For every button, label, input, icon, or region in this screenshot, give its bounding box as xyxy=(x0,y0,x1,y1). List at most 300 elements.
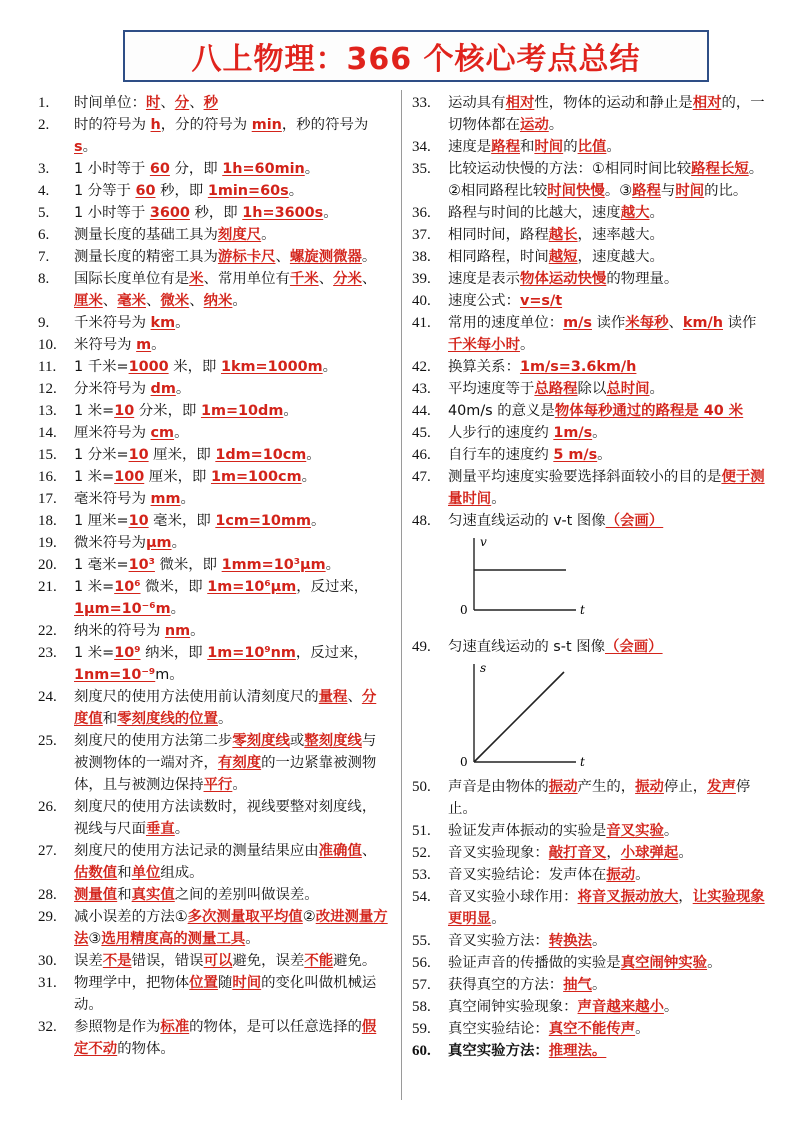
item-text: 。 xyxy=(591,933,607,949)
item-text: 厘米，即 xyxy=(144,469,211,485)
item-number: 50. xyxy=(412,779,431,795)
answer-text: 物体运动快慢 xyxy=(519,271,607,287)
answer-text: 转换法 xyxy=(548,933,592,949)
item-text: 1 米= xyxy=(74,469,115,485)
vt-graph-wrapper xyxy=(448,532,768,636)
answer-text: km xyxy=(150,315,176,331)
item-number: 20. xyxy=(38,557,57,573)
answer-text: 1m=10⁹nm xyxy=(207,645,296,661)
item-text: 1 分等于 xyxy=(74,183,136,199)
item-text: 错误，错误 xyxy=(131,953,204,969)
list-item xyxy=(38,422,390,444)
item-number: 55. xyxy=(412,933,431,949)
item-number: 60. xyxy=(412,1043,431,1059)
item-text: 与 xyxy=(660,183,676,199)
answer-text: 小球弹起 xyxy=(620,845,679,861)
item-text: 。 xyxy=(548,117,564,133)
item-text: 组成。 xyxy=(160,865,204,881)
list-item xyxy=(412,246,768,268)
item-text: 、常用单位有 xyxy=(203,271,290,287)
answer-text: 准确值 xyxy=(318,843,362,859)
item-number: 38. xyxy=(412,249,431,265)
answer-text: nm xyxy=(164,623,191,639)
item-text: 性，物体的运动和静止是 xyxy=(534,95,693,111)
item-text: 刻度尺的使用方法读数时，视线要整对刻度线，视线与尺面 xyxy=(74,799,377,837)
st-graph-wrapper xyxy=(448,658,768,776)
item-text: 。 xyxy=(519,337,535,353)
item-number: 6. xyxy=(38,227,50,243)
answer-text: 10⁹ xyxy=(114,645,141,661)
answer-text: 分米 xyxy=(333,271,362,287)
list-item xyxy=(412,636,768,776)
item-text: 速度公式： xyxy=(448,293,520,309)
item-number: 17. xyxy=(38,491,57,507)
item-number: 37. xyxy=(412,227,431,243)
item-number: 32. xyxy=(38,1019,57,1035)
answer-text: mm xyxy=(150,491,181,507)
item-number: 16. xyxy=(38,469,57,485)
item-text: 音叉实验小球作用： xyxy=(448,889,578,905)
item-text: 自行车的速度约 xyxy=(448,447,554,463)
item-text: 刻度尺的使用方法使用前认清刻度尺的 xyxy=(74,689,319,705)
item-number: 35. xyxy=(412,161,431,177)
answer-text: dm xyxy=(150,381,176,397)
item-text: 纳米，即 xyxy=(140,645,208,661)
answer-text: 千米每小时 xyxy=(448,337,520,353)
item-text: 、 xyxy=(160,95,175,111)
answer-text: 零刻度线 xyxy=(232,733,290,749)
list-item xyxy=(38,356,390,378)
answer-text: 将音叉振动放大 xyxy=(577,889,679,905)
item-text: 米符号为 xyxy=(74,337,137,353)
item-text: 物理学中，把物体 xyxy=(74,975,190,991)
answer-text: 抽气 xyxy=(563,977,592,993)
list-item xyxy=(412,842,768,864)
answer-text: μm xyxy=(145,535,172,551)
item-text: 和 xyxy=(117,887,132,903)
list-item xyxy=(38,312,390,334)
answer-text: 时间 xyxy=(232,975,262,991)
answer-text: 改进测量方法 xyxy=(74,909,388,947)
item-text: 、 xyxy=(102,293,118,309)
answer-text: 不是 xyxy=(102,953,132,969)
item-text: ，秒的符号为 xyxy=(281,117,369,133)
item-text: 微米，即 xyxy=(154,557,222,573)
item-text: 验证声音的传播做的实验是 xyxy=(448,955,621,971)
list-item xyxy=(38,224,390,246)
item-text: 停止， xyxy=(663,779,708,795)
distance-time-line xyxy=(474,672,564,762)
item-text: 。 xyxy=(649,205,664,221)
answer-text: 让实验现象更明显 xyxy=(448,889,765,927)
answer-text: 1nm=10⁻⁹ xyxy=(74,667,156,683)
answer-text: v=s/t xyxy=(519,293,563,309)
answer-text: 3600 xyxy=(149,205,190,221)
item-text: 匀速直线运动的 v-t 图像 xyxy=(448,513,606,529)
item-text: 微米符号为 xyxy=(74,535,146,551)
item-text: 秒，即 xyxy=(155,183,208,199)
list-item xyxy=(412,864,768,886)
item-number: 18. xyxy=(38,513,57,529)
answer-text: 1m=100cm xyxy=(210,469,302,485)
answer-text: 相对 xyxy=(692,95,722,111)
answer-text: 时间快慢 xyxy=(547,183,605,199)
answer-text: 1mm=10³μm xyxy=(221,557,326,573)
item-text: 、 xyxy=(275,249,290,265)
left-column xyxy=(38,92,390,1060)
list-item xyxy=(38,686,390,730)
item-number: 23. xyxy=(38,645,57,661)
item-text: 。 xyxy=(288,183,304,199)
item-text: 。 xyxy=(361,249,377,265)
item-text: 厘米符号为 xyxy=(74,425,151,441)
origin-label: 0 xyxy=(460,755,468,769)
answer-text: 1min=60s xyxy=(207,183,289,199)
list-item xyxy=(412,510,768,636)
item-text: 相同时间，路程 xyxy=(448,227,549,243)
item-text: 停止。 xyxy=(448,779,751,817)
item-number: 51. xyxy=(412,823,431,839)
answer-text: m/s xyxy=(563,315,592,331)
item-number: 39. xyxy=(412,271,431,287)
list-item xyxy=(38,554,390,576)
item-text: 速度是表示 xyxy=(448,271,520,287)
origin-label: 0 xyxy=(460,603,468,617)
item-text: ，反过来， xyxy=(295,645,368,661)
item-number: 9. xyxy=(38,315,50,331)
item-text: 随 xyxy=(217,975,233,991)
answer-text: 螺旋测微器 xyxy=(289,249,362,265)
st-graph xyxy=(456,658,606,776)
item-text: 1 千米= xyxy=(74,359,129,375)
item-text: ③ xyxy=(88,931,102,947)
item-text: 的物理量。 xyxy=(606,271,679,287)
item-text: 和 xyxy=(519,139,535,155)
item-text: 、 xyxy=(146,293,161,309)
answer-text: 厘米 xyxy=(74,293,103,309)
item-number: 41. xyxy=(412,315,431,331)
item-number: 1. xyxy=(38,95,50,111)
answer-text: 1h=3600s xyxy=(242,205,324,221)
item-text: 。 xyxy=(306,447,321,463)
item-text: 运动具有 xyxy=(448,95,506,111)
item-number: 12. xyxy=(38,381,57,397)
vt-graph xyxy=(456,532,606,636)
item-number: 58. xyxy=(412,999,431,1015)
item-text: 。 xyxy=(635,1021,650,1037)
list-item xyxy=(38,378,390,400)
answer-text: 越短 xyxy=(548,249,578,265)
item-number: 53. xyxy=(412,867,431,883)
list-item xyxy=(412,92,768,136)
item-text: 换算关系： xyxy=(448,359,520,375)
list-item xyxy=(412,356,768,378)
answer-text: 越长 xyxy=(548,227,578,243)
item-text: 。 xyxy=(323,205,338,221)
item-number: 33. xyxy=(412,95,431,111)
answer-text: 1cm=10mm xyxy=(215,513,311,529)
item-text: 。 xyxy=(491,491,506,507)
item-number: 13. xyxy=(38,403,57,419)
item-number: 42. xyxy=(412,359,431,375)
list-item xyxy=(412,158,768,202)
item-text: 。 xyxy=(170,601,185,617)
item-text: 。 xyxy=(232,777,247,793)
item-text: 千米符号为 xyxy=(74,315,151,331)
answer-text: cm xyxy=(150,425,175,441)
answer-text: 路程 xyxy=(491,139,520,155)
list-item xyxy=(38,532,390,554)
item-text: 、 xyxy=(668,315,683,331)
y-axis-label: v xyxy=(480,535,487,549)
answer-text: 路程长短 xyxy=(691,161,749,177)
list-item xyxy=(412,1040,768,1062)
item-number: 54. xyxy=(412,889,431,905)
item-text: 。 xyxy=(310,513,326,529)
item-number: 49. xyxy=(412,639,431,655)
answer-text: 1m/s xyxy=(553,425,593,441)
item-number: 22. xyxy=(38,623,57,639)
list-item xyxy=(38,488,390,510)
answer-text: 运动 xyxy=(519,117,549,133)
answer-text: 测量值 xyxy=(74,887,118,903)
item-text: 。 xyxy=(174,425,189,441)
answer-text: 1km=1000m xyxy=(220,359,323,375)
item-text: 。 xyxy=(678,845,693,861)
item-text: 。 xyxy=(591,977,607,993)
answer-text: 标准 xyxy=(160,1019,190,1035)
answer-text: 1000 xyxy=(128,359,169,375)
answer-text: 零刻度线的位置 xyxy=(117,711,218,727)
answer-text: 位置 xyxy=(189,975,218,991)
answer-text: 平行 xyxy=(203,777,233,793)
x-axis-label: t xyxy=(580,755,585,769)
item-text: 。 xyxy=(82,139,97,155)
item-number: 52. xyxy=(412,845,431,861)
answer-text: 时 xyxy=(145,95,161,111)
answer-text: 声音越来越小 xyxy=(577,999,664,1015)
list-item xyxy=(412,400,768,422)
item-text: 国际长度单位有是 xyxy=(74,271,190,287)
item-text: 时间单位： xyxy=(74,95,146,111)
item-text: 常用的速度单位： xyxy=(448,315,564,331)
item-text: 1 米= xyxy=(74,403,115,419)
answer-text: 秒 xyxy=(203,95,218,111)
item-text: 。 xyxy=(283,403,298,419)
item-text: 。 xyxy=(301,469,316,485)
answer-text: 越大 xyxy=(620,205,650,221)
list-item xyxy=(38,730,390,796)
item-text: 。 xyxy=(175,381,191,397)
item-text: 分米符号为 xyxy=(74,381,151,397)
item-number: 45. xyxy=(412,425,431,441)
answer-text: 音叉实验 xyxy=(606,823,664,839)
item-text: ， xyxy=(678,889,693,905)
item-text: ，速率越大。 xyxy=(577,227,664,243)
item-text: 避免。 xyxy=(333,953,377,969)
item-text: 。 xyxy=(151,337,166,353)
answer-text: 100 xyxy=(114,469,145,485)
answer-text: 1μm=10⁻⁶m xyxy=(74,601,171,617)
answer-text: 便于测量时间 xyxy=(448,469,765,507)
answer-text: 10 xyxy=(128,447,149,463)
list-item xyxy=(38,884,390,906)
item-text: 1 米= xyxy=(74,579,115,595)
list-item xyxy=(412,974,768,996)
answer-text: min xyxy=(251,117,282,133)
list-item xyxy=(412,996,768,1018)
item-text: 1 厘米= xyxy=(74,513,129,529)
answer-text: 总时间 xyxy=(606,381,650,397)
item-text: 。 xyxy=(663,999,679,1015)
item-text: 音叉实验现象： xyxy=(448,845,549,861)
answer-text: 整刻度线 xyxy=(304,733,362,749)
item-number: 27. xyxy=(38,843,57,859)
list-item xyxy=(38,268,390,312)
item-text: 减小误差的方法① xyxy=(74,909,188,925)
item-text: 。 xyxy=(663,823,679,839)
answer-text: 单位 xyxy=(131,865,161,881)
list-item xyxy=(38,334,390,356)
item-text: 的一边紧靠被测物体，且与被测边保持 xyxy=(74,755,377,793)
item-text: 之间的差别叫做误差。 xyxy=(174,887,319,903)
item-text: 分，即 xyxy=(169,161,223,177)
item-text: ， xyxy=(606,845,621,861)
item-text: ② xyxy=(302,909,316,925)
item-number: 43. xyxy=(412,381,431,397)
item-text: 纳米的符号为 xyxy=(74,623,165,639)
item-text: ，速度越大。 xyxy=(577,249,664,265)
item-number: 46. xyxy=(412,447,431,463)
item-text: 相同路程，时间 xyxy=(448,249,549,265)
item-text: 微米，即 xyxy=(140,579,208,595)
list-item xyxy=(412,952,768,974)
item-text: 人步行的速度约 xyxy=(448,425,554,441)
item-text: 除以 xyxy=(577,381,607,397)
answer-text: 量程 xyxy=(318,689,348,705)
item-number: 36. xyxy=(412,205,431,221)
item-number: 15. xyxy=(38,447,57,463)
answer-text: 垂直 xyxy=(145,821,175,837)
item-text: 真空实验结论： xyxy=(448,1021,549,1037)
list-item xyxy=(412,224,768,246)
list-item xyxy=(412,886,768,930)
item-text: 。 xyxy=(180,491,195,507)
answer-text: 1h=60min xyxy=(222,161,305,177)
item-text: 、 xyxy=(189,95,204,111)
answer-text: 路程 xyxy=(632,183,661,199)
answer-text: 物体每秒通过的路程是 40 米 xyxy=(554,403,744,419)
answer-text: 1dm=10cm xyxy=(215,447,307,463)
list-item xyxy=(38,840,390,884)
list-item xyxy=(38,796,390,840)
answer-text: 刻度尺 xyxy=(217,227,262,243)
item-text: 。 xyxy=(491,911,506,927)
answer-text: 真空闹钟实验 xyxy=(620,955,708,971)
item-number: 19. xyxy=(38,535,57,551)
item-text: 刻度尺的使用方法第二步 xyxy=(74,733,233,749)
answer-text: 振动 xyxy=(606,867,636,883)
item-text: 与被测物体的一端对齐， xyxy=(74,733,377,771)
item-text: 、 xyxy=(189,293,204,309)
page-title: 八上物理：366 个核心考点总结 xyxy=(191,42,641,77)
item-number: 34. xyxy=(412,139,431,155)
answer-text: 60 xyxy=(149,161,170,177)
item-text: 产生的， xyxy=(577,779,636,795)
item-number: 7. xyxy=(38,249,50,265)
list-item xyxy=(412,930,768,952)
answer-text: 不能 xyxy=(304,953,334,969)
list-item xyxy=(412,444,768,466)
list-item xyxy=(412,312,768,356)
list-item xyxy=(38,576,390,620)
item-text: 。 xyxy=(261,227,276,243)
answer-text: 60 xyxy=(135,183,156,199)
item-number: 30. xyxy=(38,953,57,969)
item-text: 。 xyxy=(649,381,664,397)
item-text: 和 xyxy=(102,711,118,727)
item-number: 47. xyxy=(412,469,431,485)
item-text: 音叉实验结论：发声体在 xyxy=(448,867,607,883)
item-text: 或 xyxy=(289,733,305,749)
list-item xyxy=(412,290,768,312)
item-text: 。 xyxy=(217,711,233,727)
answer-text: 米 xyxy=(189,271,204,287)
list-item xyxy=(38,180,390,202)
item-text: 。 xyxy=(606,139,621,155)
answer-text: 有刻度 xyxy=(217,755,262,771)
item-number: 21. xyxy=(38,579,57,595)
answer-text: 多次测量取平均值 xyxy=(187,909,303,925)
title-box xyxy=(123,30,709,82)
item-text: 、 xyxy=(361,271,377,287)
item-text: 。 xyxy=(304,161,320,177)
list-item xyxy=(412,378,768,400)
item-text: 。 xyxy=(171,535,186,551)
item-text: 测量长度的基础工具为 xyxy=(74,227,218,243)
list-item xyxy=(38,444,390,466)
answer-text: 1m=10⁶μm xyxy=(207,579,297,595)
list-item xyxy=(412,1018,768,1040)
item-text: 的物体。 xyxy=(117,1041,175,1057)
item-text: 厘米，即 xyxy=(148,447,216,463)
answer-text: 分度值 xyxy=(74,689,377,727)
answer-text: 敲打音叉 xyxy=(548,845,607,861)
item-number: 40. xyxy=(412,293,431,309)
answer-text: m xyxy=(136,337,152,353)
item-text: 1 小时等于 xyxy=(74,161,150,177)
item-text: 的 xyxy=(563,139,578,155)
item-text: 的变化叫做机械运动。 xyxy=(74,975,377,1013)
item-text: 和 xyxy=(117,865,132,881)
item-text: 。 xyxy=(245,931,260,947)
item-text: 1 分米= xyxy=(74,447,129,463)
item-text: 。 xyxy=(635,867,650,883)
answer-text: 游标卡尺 xyxy=(217,249,276,265)
item-number: 28. xyxy=(38,887,57,903)
item-text: 避免，误差 xyxy=(232,953,305,969)
item-number: 8. xyxy=(38,271,50,287)
item-text: 米，即 xyxy=(168,359,221,375)
list-item xyxy=(412,202,768,224)
list-item xyxy=(38,466,390,488)
answer-text: 比值 xyxy=(577,139,607,155)
item-number: 26. xyxy=(38,799,57,815)
item-text: 的物体，是可以任意选择的 xyxy=(189,1019,362,1035)
item-text: 测量平均速度实验要选择斜面较小的目的是 xyxy=(448,469,722,485)
item-text: 、 xyxy=(347,689,362,705)
item-number: 24. xyxy=(38,689,57,705)
